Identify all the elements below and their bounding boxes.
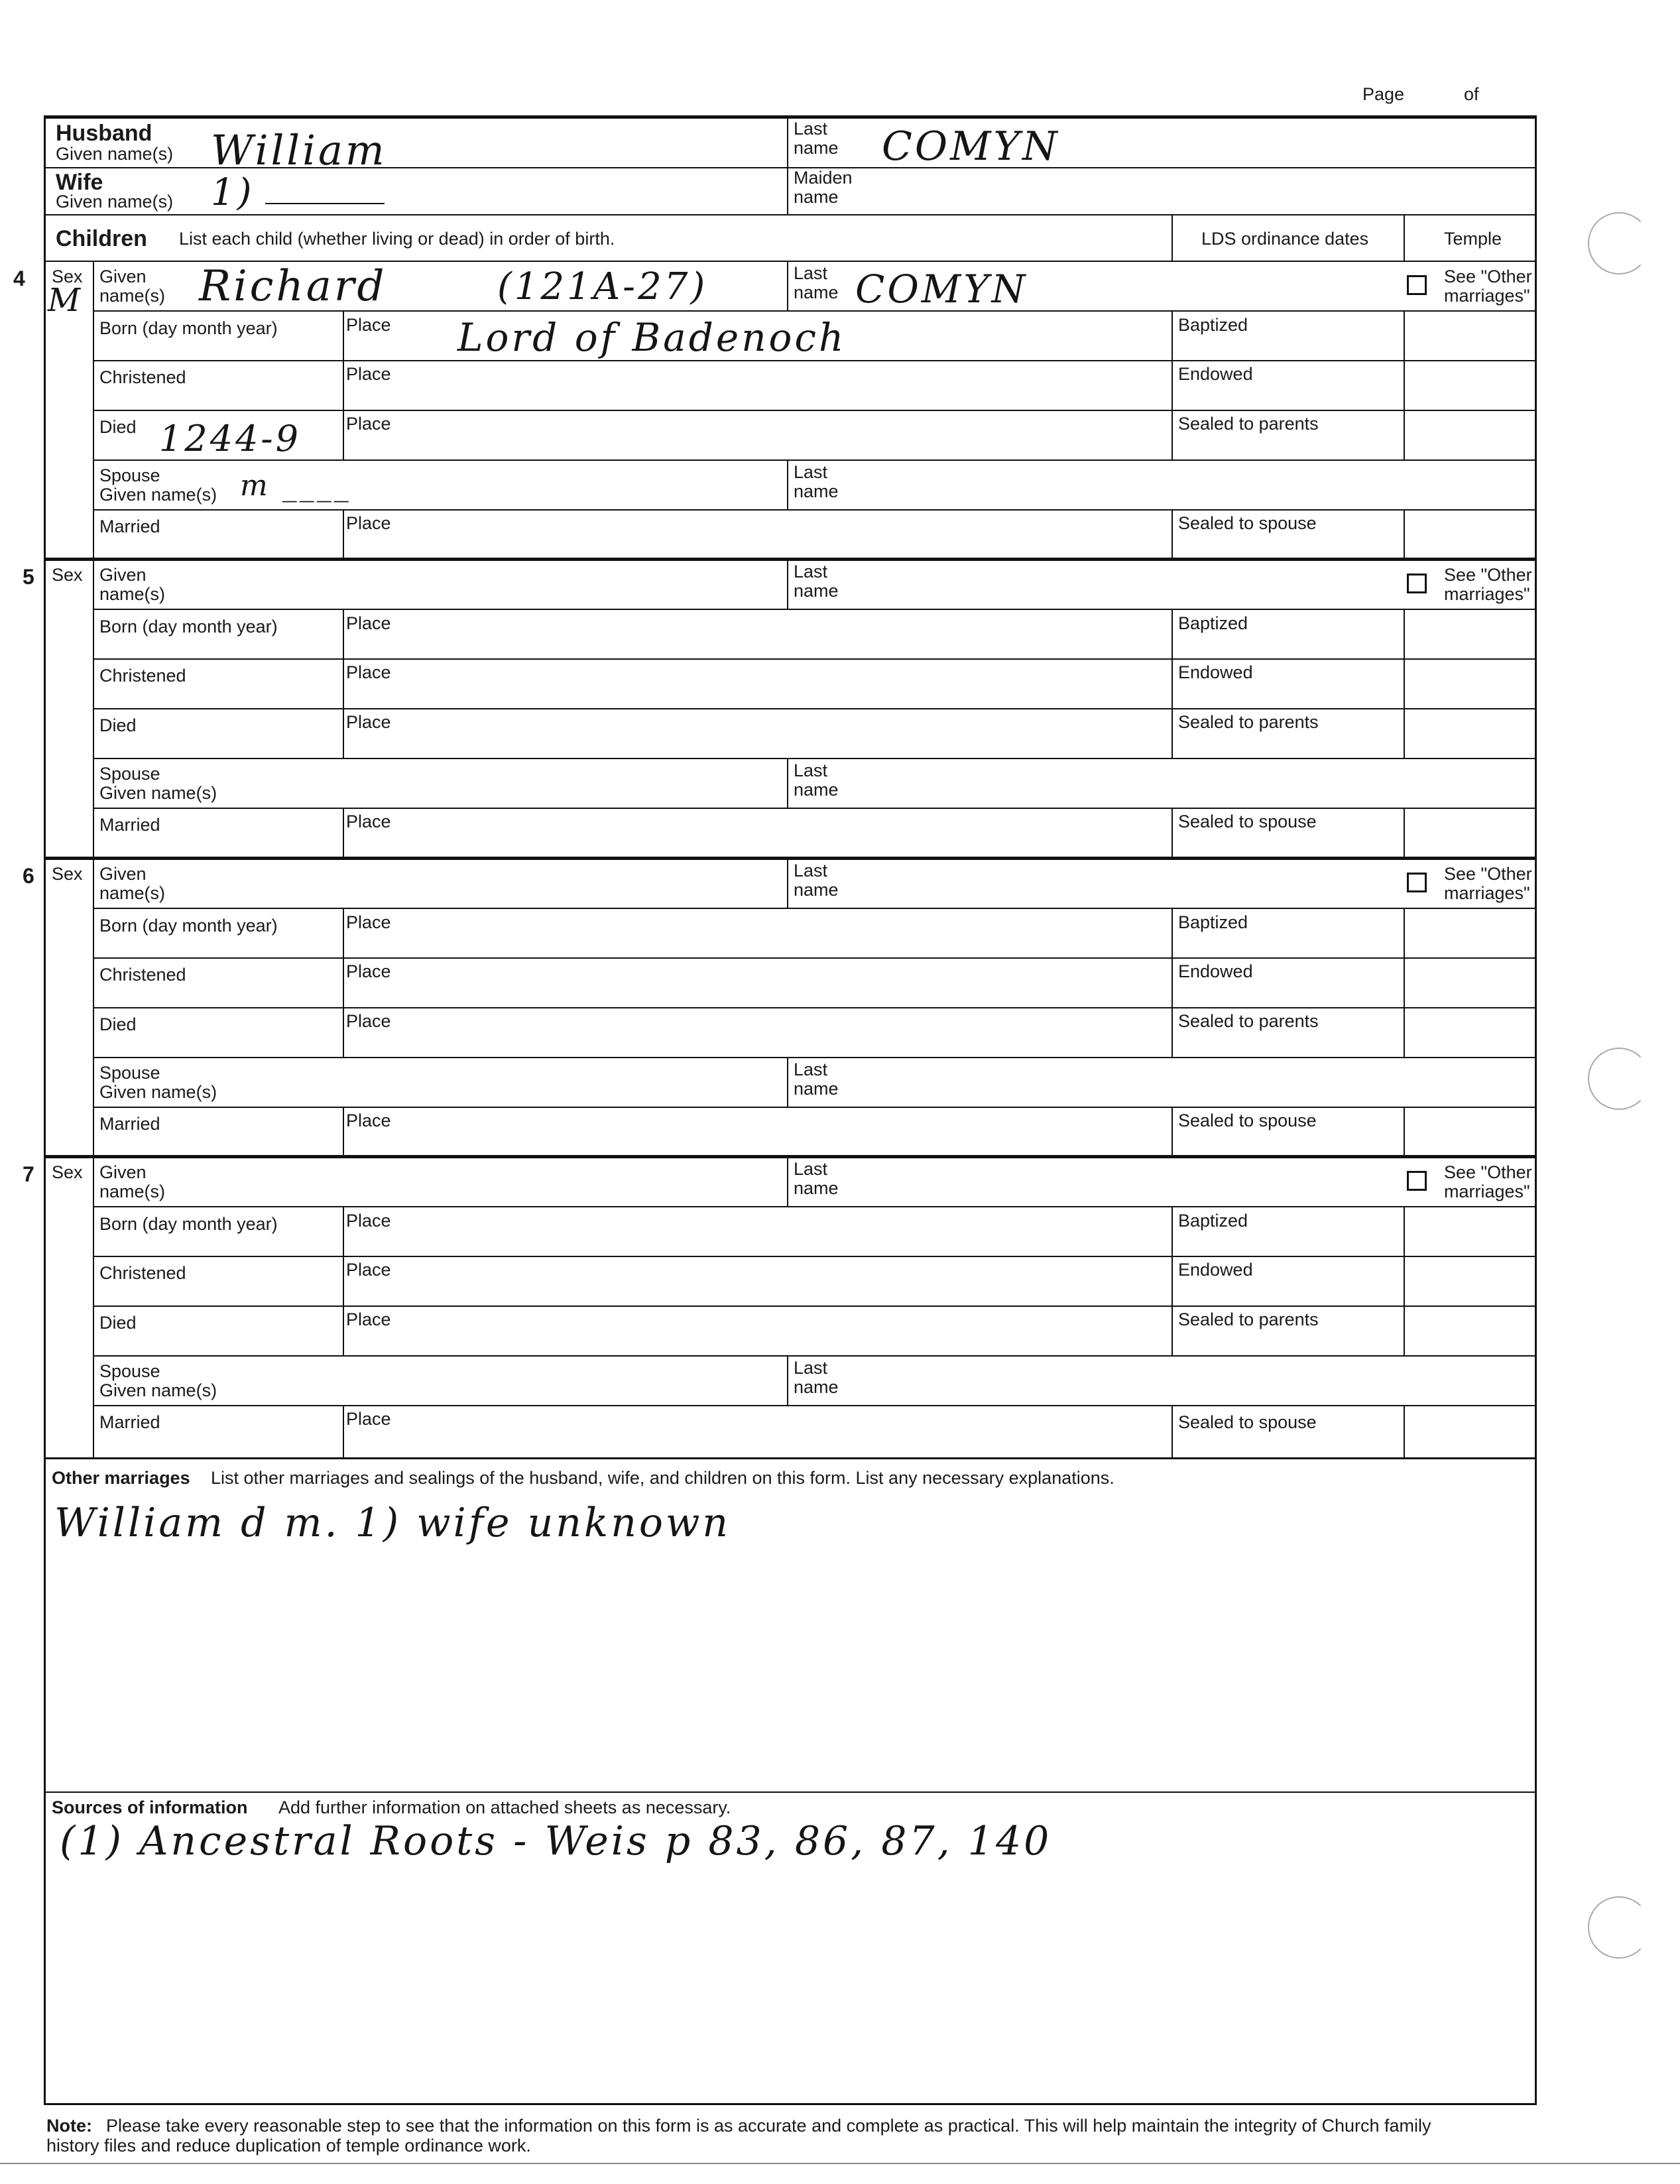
- sources-entry[interactable]: (1) Ancestral Roots - Weis p 83, 86, 87, 140: [60, 1818, 1052, 1864]
- other-marriages-label: Other marriages: [52, 1468, 190, 1488]
- temple-label: Temple: [1444, 229, 1502, 249]
- place-label: Place: [346, 912, 391, 932]
- died-label: Died: [99, 417, 137, 437]
- rule: [93, 559, 94, 858]
- died-label: Died: [99, 1313, 137, 1333]
- lds-ordinance-dates-label: LDS ordinance dates: [1201, 229, 1369, 249]
- born-label: Born (day month year): [99, 1214, 278, 1234]
- rule: [44, 1155, 1537, 1158]
- rule: [93, 908, 1537, 909]
- rule: [1404, 609, 1405, 758]
- spouse-label: Spouse Given name(s): [99, 465, 217, 505]
- rule: [343, 609, 344, 758]
- see-other-marriages-checkbox[interactable]: [1407, 873, 1427, 892]
- given-label: Given name(s): [99, 565, 166, 604]
- sealed-to-parents-label: Sealed to parents: [1178, 1011, 1319, 1031]
- rule: [93, 1107, 1537, 1108]
- husband-last-label: Last name: [794, 119, 839, 158]
- spouse-last-label: Last name: [794, 1358, 839, 1397]
- sealed-to-parents-label: Sealed to parents: [1178, 414, 1319, 434]
- rule: [93, 1156, 94, 1458]
- place-label: Place: [346, 1011, 391, 1031]
- child-number: 7: [23, 1162, 34, 1186]
- spouse-label: Spouse Given name(s): [99, 764, 217, 803]
- married-label: Married: [99, 516, 160, 536]
- spouse-last-label: Last name: [794, 462, 839, 501]
- died-label: Died: [99, 715, 137, 735]
- rule: [44, 1791, 1537, 1793]
- see-other-marriages-label: See "Other marriages": [1444, 565, 1532, 604]
- rule: [1171, 1206, 1173, 1355]
- rule: [93, 609, 1537, 610]
- sealed-to-spouse-label: Sealed to spouse: [1178, 513, 1317, 533]
- born-label: Born (day month year): [99, 617, 278, 637]
- christened-label: Christened: [99, 1263, 186, 1283]
- wife-given-label: Given name(s): [56, 192, 174, 212]
- see-other-marriages-label: See "Other marriages": [1444, 1162, 1532, 1201]
- rule: [787, 116, 788, 214]
- rule: [93, 1007, 1537, 1008]
- child-died-value[interactable]: 1244-9: [159, 418, 302, 459]
- other-marriages-instruction: List other marriages and sealings of the husband, wife, and children on this form. List any necessary explanations.: [211, 1468, 1114, 1488]
- rule: [93, 957, 1537, 959]
- baptized-label: Baptized: [1178, 613, 1248, 633]
- child-number: 6: [23, 864, 34, 888]
- last-label: Last name: [794, 263, 839, 302]
- wife-maiden-label: Maiden name: [794, 168, 853, 207]
- christened-label: Christened: [99, 965, 186, 985]
- rule: [93, 658, 1537, 660]
- place-label: Place: [346, 662, 391, 682]
- page-label: Page: [1362, 84, 1405, 104]
- rule: [343, 1405, 344, 1458]
- wife-given-underline: [265, 203, 385, 204]
- rule: [343, 908, 344, 1057]
- place-label: Place: [346, 364, 391, 384]
- place-label: Place: [346, 315, 391, 335]
- place-label: Place: [346, 1111, 391, 1130]
- child-last-value[interactable]: COMYN: [855, 267, 1028, 312]
- rule: [343, 509, 344, 559]
- rule: [1171, 310, 1173, 459]
- died-label: Died: [99, 1014, 137, 1034]
- sealed-to-parents-label: Sealed to parents: [1178, 1309, 1319, 1329]
- see-other-marriages-checkbox[interactable]: [1407, 574, 1427, 593]
- rule: [44, 214, 1537, 215]
- binder-hole-top: [1588, 212, 1650, 274]
- rule: [787, 261, 788, 310]
- rule: [787, 559, 788, 609]
- rule: [1171, 908, 1173, 1057]
- rule: [1404, 509, 1405, 559]
- sealed-to-spouse-label: Sealed to spouse: [1178, 1111, 1317, 1130]
- see-other-marriages-checkbox[interactable]: [1407, 275, 1427, 295]
- endowed-label: Endowed: [1178, 961, 1253, 981]
- wife-given-value[interactable]: 1): [211, 171, 255, 214]
- rule: [1171, 1405, 1173, 1458]
- page-of-label: of: [1464, 84, 1479, 104]
- husband-given-value[interactable]: William: [211, 126, 387, 174]
- rule: [93, 858, 94, 1156]
- last-label: Last name: [794, 1159, 839, 1198]
- baptized-label: Baptized: [1178, 315, 1248, 335]
- husband-given-label: Given name(s): [56, 144, 174, 164]
- rule: [93, 708, 1537, 709]
- married-label: Married: [99, 815, 160, 835]
- see-other-marriages-checkbox[interactable]: [1407, 1171, 1427, 1191]
- rule: [1404, 1107, 1405, 1156]
- child-number: 5: [23, 565, 34, 589]
- place-label: Place: [346, 513, 391, 533]
- given-label: Given name(s): [99, 267, 166, 306]
- last-label: Last name: [794, 562, 839, 601]
- rule: [93, 1305, 1537, 1307]
- place-label: Place: [346, 712, 391, 732]
- rule: [343, 808, 344, 858]
- rule: [93, 1057, 1537, 1058]
- place-label: Place: [346, 812, 391, 831]
- rule: [787, 459, 788, 509]
- child-number: 4: [13, 267, 25, 290]
- married-label: Married: [99, 1412, 160, 1432]
- rule: [93, 808, 1537, 809]
- husband-label: Husband: [56, 121, 152, 146]
- rule: [93, 1256, 1537, 1257]
- children-title: Children: [56, 226, 147, 251]
- note-label: Note:: [46, 2116, 92, 2136]
- rule: [1404, 808, 1405, 858]
- sex-label: Sex: [52, 565, 83, 585]
- rule: [93, 1355, 1537, 1357]
- rule: [787, 1156, 788, 1206]
- place-label: Place: [346, 1211, 391, 1231]
- sources-instruction: Add further information on attached sheets as necessary.: [278, 1797, 731, 1817]
- rule: [1171, 609, 1173, 758]
- rule: [1404, 310, 1405, 459]
- child-given-value[interactable]: Richard: [199, 262, 387, 311]
- born-label: Born (day month year): [99, 916, 278, 936]
- christened-label: Christened: [99, 367, 186, 387]
- rule: [787, 858, 788, 908]
- place-label: Place: [346, 1409, 391, 1429]
- sex-label: Sex: [52, 1162, 83, 1182]
- place-label: Place: [346, 613, 391, 633]
- place-label: Place: [346, 1309, 391, 1329]
- note-text-line-2: history files and reduce duplication of temple ordinance work.: [46, 2136, 531, 2155]
- sex-label: Sex: [52, 267, 83, 286]
- form-top-rule: [44, 115, 1537, 119]
- rule: [93, 459, 1537, 461]
- rule: [1171, 1107, 1173, 1156]
- baptized-label: Baptized: [1178, 1211, 1248, 1231]
- rule: [1404, 908, 1405, 1057]
- rule: [787, 758, 788, 808]
- rule: [93, 410, 1537, 411]
- place-label: Place: [346, 414, 391, 434]
- endowed-label: Endowed: [1178, 1260, 1253, 1280]
- sealed-to-spouse-label: Sealed to spouse: [1178, 812, 1317, 831]
- rule: [343, 310, 344, 459]
- rule: [44, 1457, 1537, 1459]
- rule: [93, 360, 1537, 361]
- spouse-last-label: Last name: [794, 760, 839, 800]
- baptized-label: Baptized: [1178, 912, 1248, 932]
- see-other-marriages-label: See "Other marriages": [1444, 267, 1532, 306]
- sealed-to-spouse-label: Sealed to spouse: [1178, 1412, 1317, 1432]
- spouse-last-label: Last name: [794, 1060, 839, 1099]
- husband-last-value[interactable]: COMYN: [882, 123, 1060, 170]
- rule: [44, 857, 1537, 860]
- child-reference-value[interactable]: (121A-27): [497, 265, 708, 308]
- rule: [93, 261, 94, 559]
- bottom-rule: [0, 2163, 1680, 2164]
- given-label: Given name(s): [99, 864, 166, 903]
- child-sex-value[interactable]: M: [48, 282, 84, 319]
- rule: [1404, 215, 1405, 261]
- last-label: Last name: [794, 861, 839, 900]
- binder-hole-bottom: [1588, 1896, 1650, 1959]
- place-label: Place: [346, 961, 391, 981]
- rule: [93, 509, 1537, 511]
- child-born-place-value[interactable]: Lord of Badenoch: [457, 315, 847, 360]
- rule: [787, 1355, 788, 1405]
- rule: [93, 758, 1537, 759]
- sealed-to-parents-label: Sealed to parents: [1178, 712, 1319, 732]
- christened-label: Christened: [99, 666, 186, 686]
- sources-label: Sources of information: [52, 1797, 248, 1817]
- spouse-label: Spouse Given name(s): [99, 1063, 217, 1102]
- other-marriages-entry[interactable]: William d m. 1) wife unknown: [54, 1500, 731, 1546]
- rule: [1404, 1405, 1405, 1458]
- rule: [343, 1107, 344, 1156]
- rule: [343, 1206, 344, 1355]
- rule: [1171, 509, 1173, 559]
- rule: [44, 558, 1537, 561]
- rule: [93, 1206, 1537, 1207]
- sex-label: Sex: [52, 864, 83, 884]
- given-label: Given name(s): [99, 1162, 166, 1201]
- married-label: Married: [99, 1114, 160, 1134]
- place-label: Place: [346, 1260, 391, 1280]
- rule: [1171, 215, 1173, 261]
- rule: [93, 1405, 1537, 1406]
- endowed-label: Endowed: [1178, 364, 1253, 384]
- rule: [787, 1057, 788, 1107]
- rule: [1404, 1206, 1405, 1355]
- endowed-label: Endowed: [1178, 662, 1253, 682]
- wife-label: Wife: [56, 170, 103, 195]
- child-spouse-given-value[interactable]: m ____: [240, 469, 351, 503]
- binder-hole-middle: [1588, 1048, 1650, 1110]
- spouse-label: Spouse Given name(s): [99, 1361, 217, 1400]
- born-label: Born (day month year): [99, 318, 278, 338]
- see-other-marriages-label: See "Other marriages": [1444, 864, 1532, 903]
- note-text-line-1: Please take every reasonable step to see that the information on this form is as accurate and complete as practical. This will help maintain the integrity of Church family: [106, 2116, 1431, 2136]
- rule: [1171, 808, 1173, 858]
- children-instruction: List each child (whether living or dead) in order of birth.: [179, 229, 615, 249]
